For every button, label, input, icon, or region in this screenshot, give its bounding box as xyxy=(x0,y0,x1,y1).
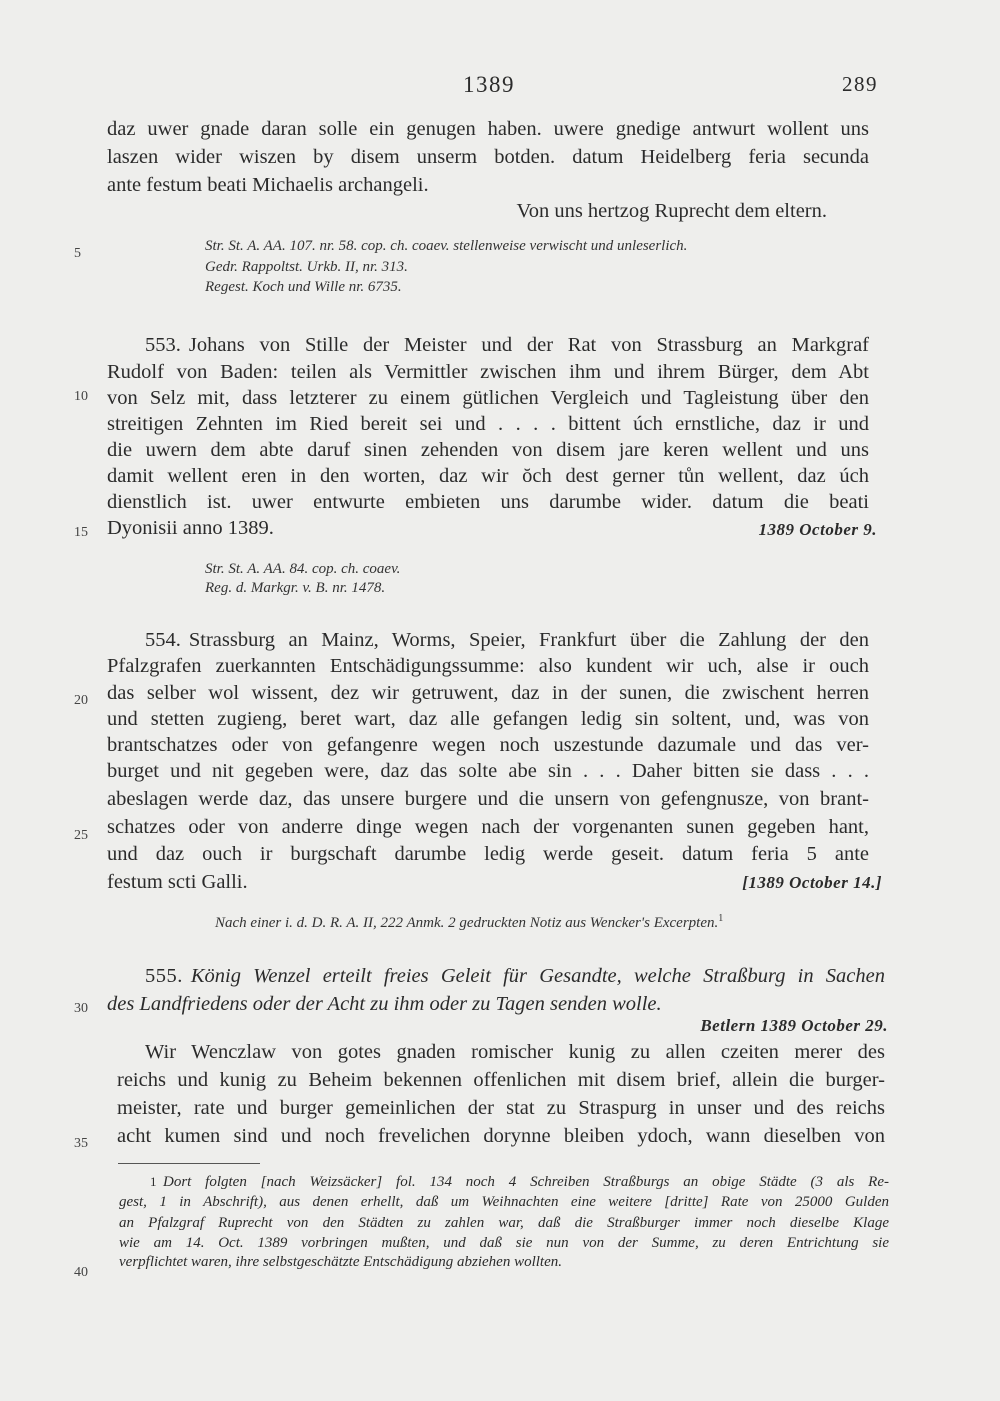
signature-line: Von uns hertzog Ruprecht dem eltern. xyxy=(516,200,827,222)
line-number: 20 xyxy=(74,693,88,708)
footnote-first-line xyxy=(150,1172,889,1192)
text-line: Wir Wenczlaw von gotes gnaden romischer kunig zu allen czeiten merer des xyxy=(145,1041,885,1063)
entry-555-title-first-line xyxy=(145,964,885,988)
text-line: meister, rate und burger gemeinlichen der stat zu Straspurg in unser und des reichs xyxy=(117,1097,885,1119)
source-citation: Nach einer i. d. D. R. A. II, 222 Anmk. 2 gedruckten Notiz aus Wencker's Excerpten.$^1$ xyxy=(215,913,724,931)
entry-date: [1389 October 14.] xyxy=(742,873,882,892)
text-line: Rudolf von Baden: teilen als Vermittler zwischen ihm und ihrem Bürger, dem Abt xyxy=(107,361,869,383)
line-number: 10 xyxy=(74,389,88,404)
text-line: schatzes oder von anderre dinge wegen nach der vorgenanten sunen gegeben hant, xyxy=(107,816,869,838)
text-line: daz uwer gnade daran solle ein genugen haben. uwere gnedige antwurt wollent uns xyxy=(107,118,869,140)
footnote-text: Dort folgten [nach Weizsäcker] fol. 134 noch 4 Schreiben Straßburgs an obige Städte (3 als Re- xyxy=(163,1174,889,1190)
footnote-line: wie am 14. Oct. 1389 vorbringen mußten, und daß sie nun von der Summe, zu deren Entrichtung sie xyxy=(119,1235,889,1251)
entry-number: 554. xyxy=(145,629,181,651)
text-line: und stetten zugieng, beret wart, daz alle gefangen ledig sin soltent, und, was von xyxy=(107,708,869,730)
entry-number: 555. xyxy=(145,965,183,987)
entry-date: Betlern 1389 October 29. xyxy=(700,1016,888,1035)
text-line: Pfalzgrafen zuerkannten Entschädigungssumme: also kundent wir uch, alse ir ouch xyxy=(107,655,869,677)
source-citation: Regest. Koch und Wille nr. 6735. xyxy=(205,279,402,295)
footnote-mark: 1 xyxy=(150,1174,157,1189)
text-line: und daz ouch ir burgschaft darumbe ledig werde geseit. datum feria 5 ante xyxy=(107,843,869,865)
entry-date: 1389 October 9. xyxy=(758,520,877,539)
footnote-rule xyxy=(118,1163,260,1164)
line-number: 5 xyxy=(74,246,81,261)
header-year: 1389 xyxy=(463,72,515,97)
line-number: 30 xyxy=(74,1001,88,1016)
text-line: festum scti Galli. xyxy=(107,871,248,893)
text-line: Dyonisii anno 1389. xyxy=(107,517,274,539)
text-line: reichs und kunig zu Beheim bekennen offenlichen mit disem brief, allein die burger- xyxy=(117,1069,885,1091)
line-number: 15 xyxy=(74,525,88,540)
entry-number: 553. xyxy=(145,334,181,356)
text-line: laszen wider wiszen by disem unserm botden. datum Heidelberg feria secunda xyxy=(107,146,869,168)
source-citation: Str. St. A. AA. 107. nr. 58. cop. ch. coaev. stellenweise verwischt und unleserlich. xyxy=(205,238,688,254)
text-line: von Selz mit, dass letzterer zu einem gütlichen Vergleich und Tagleistung über den xyxy=(107,387,869,409)
footnote-line: an Pfalzgraf Ruprecht von den Städten zu zahlen war, daß die Straßburger immer noch dieselbe Klage xyxy=(119,1215,889,1231)
text-line: acht kumen sind und noch frevelichen dorynne bleiben ydoch, wann dieselben von xyxy=(117,1125,885,1147)
source-citation: Gedr. Rappoltst. Urkb. II, nr. 313. xyxy=(205,259,408,275)
entry-554-first-line xyxy=(145,628,869,652)
text-line: brantschatzes oder von gefangenre wegen noch uszestunde dazumale und das ver- xyxy=(107,734,869,756)
footnote-line: verpflichtet waren, ihre selbstgeschätzte Entschädigung abziehen wollten. xyxy=(119,1254,562,1270)
line-number: 35 xyxy=(74,1136,88,1151)
entry-title: des Landfriedens oder der Acht zu ihm oder zu Tagen senden wolle. xyxy=(107,993,662,1015)
entry-text: Johans von Stille der Meister und der Rat von Strassburg an Markgraf xyxy=(188,334,869,356)
entry-text: Strassburg an Mainz, Worms, Speier, Frankfurt über die Zahlung der den xyxy=(188,629,869,651)
text-line: das selber wol wissent, dez wir getruwent, daz in der sunen, die zwischent herren xyxy=(107,682,869,704)
footnote-mark: 1 xyxy=(718,913,724,924)
page-number: 289 xyxy=(842,72,878,96)
text-line: streitigen Zehnten im Ried bereit sei und . . . . bittent úch ernstliche, daz ir und xyxy=(107,413,869,435)
entry-553-first-line xyxy=(145,333,869,357)
line-number: 25 xyxy=(74,828,88,843)
text-line: burget und nit gegeben were, daz das solte abe sin . . . Daher bitten sie dass . . . xyxy=(107,760,869,782)
text-line: abeslagen werde daz, das unsere burgere und die unsern von gefengnusze, von brant- xyxy=(107,788,869,810)
footnote-line: gest, 1 in Abschrift), aus denen erhellt, daß um Weihnachten eine weitere [dritte] Rate von 25000 Gulden xyxy=(119,1194,889,1210)
line-number: 40 xyxy=(74,1265,88,1280)
source-citation: Str. St. A. AA. 84. cop. ch. coaev. xyxy=(205,561,401,577)
text-line: die uwern dem abte daruf sinen zehenden von disem jare keren wellent und uns xyxy=(107,439,869,461)
text-line: damit wellent eren in den worten, daz wir ŏch dest gerner tůn wellent, daz úch xyxy=(107,465,869,487)
source-citation: Reg. d. Markgr. v. B. nr. 1478. xyxy=(205,580,386,596)
text-line: dienstlich ist. uwer entwurte embieten uns darumbe wider. datum die beati xyxy=(107,491,869,513)
text-line: ante festum beati Michaelis archangeli. xyxy=(107,174,429,196)
entry-title: König Wenzel erteilt freies Geleit für Gesandte, welche Straßburg in Sachen xyxy=(190,965,885,987)
